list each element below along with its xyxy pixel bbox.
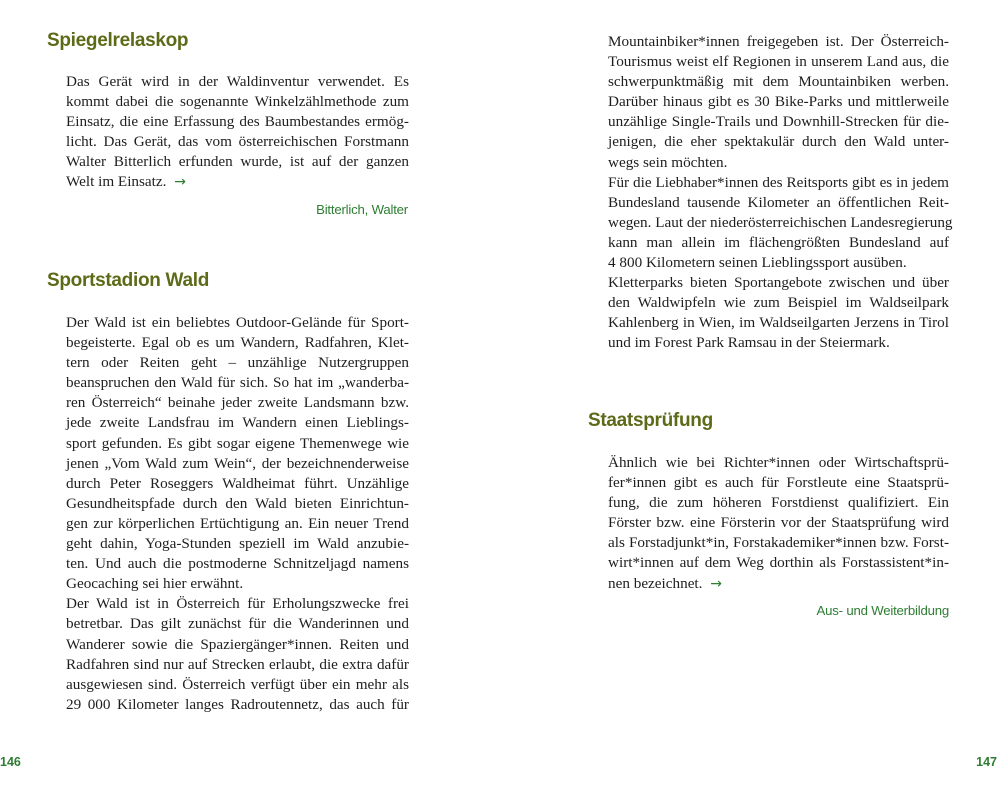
text-line: tern oder Reiten geht – unzählige Nutzergruppen [66,354,409,372]
arrow-right-icon[interactable]: → [710,575,722,592]
text-line: Geocaching sei hier erwähnt. [66,575,244,593]
text-line: licht. Das Gerät, das vom österreichischen Forstmann [66,133,409,151]
text-line: kommt dabei die sogenannte Winkelzählmethode zum [66,93,409,111]
text-line: jenigen, die eher spektakulär durch den Wald unter- [608,133,949,151]
text-line: Der Wald ist in Österreich für Erholungszwecke frei [66,595,409,613]
text-line: schwerpunktmäßig mit dem Mountainbiken werben. [608,73,949,91]
sportstadion-text [66,313,409,715]
text-line: Bundesland tausende Kilometer an öffentlichen Reit- [608,193,949,211]
text-line-with-arrow [608,574,949,594]
text-line: Für die Liebhaber*innen des Reitsports gibt es in jedem [608,173,949,191]
text-line: Der Wald ist ein beliebtes Outdoor-Gelände für Sport- [66,314,409,331]
text-line: fer*innen gibt es auch für Forstleute eine Staatsprü- [608,474,949,492]
page-number-right: 147 [976,755,997,769]
page-number-left: 146 [0,755,21,769]
text-line: sport gefunden. Es gibt sogar eigene Themenwege wie [66,434,409,452]
text-line: Kletterparks bieten Sportangebote zwischen und über [608,274,949,292]
text-line-with-arrow [66,172,409,192]
text-line: durch Peter Roseggers Waldheimat führt. Unzählige [66,474,409,492]
cross-reference-link[interactable]: Bitterlich, Walter [316,202,408,217]
text-line: fung, die zum höheren Forstdienst qualifiziert. Ein [608,494,949,512]
text-line: 4 800 Kilometern seinen Lieblingssport ausüben. [608,254,907,272]
text-line: Wanderer sowie die Spaziergänger*innen. Reiten und [66,635,409,653]
continuation-text [608,32,953,354]
text-line: ten. Und auch die postmoderne Schnitzeljagd namens [66,555,409,573]
right-page [500,0,1000,800]
text-line: betretbar. Das gilt zunächst für die Wanderinnen und [66,615,409,633]
text-line: gen zur körperlichen Ertüchtigung an. Ein neuer Trend [66,514,409,532]
text-line: beanspruchen den Wald für sich. So hat im „wanderba- [66,374,409,392]
text-line: kann man allein im flächengrößten Bundesland auf [608,233,949,251]
arrow-right-icon[interactable]: → [174,174,186,191]
text-line: Mountainbiker*innen freigegeben ist. Der Österreich- [608,33,949,50]
heading-sportstadion-wald: Sportstadion Wald [47,270,210,291]
spiegelrelaskop-text [66,72,409,193]
text-line: jenen „Vom Wald zum Wein“, der bezeichnenderweise [66,454,409,472]
text-line: Kahlenberg in Wien, im Waldseilgarten Jerzens in Tirol [608,314,949,332]
text-line: ren Österreich“ beinahe jeder zweite Landsmann bzw. [66,394,409,412]
text-line: begeisterte. Egal ob es um Wandern, Radfahren, Klet- [66,334,409,352]
text-line: und im Forest Park Ramsau in der Steiermark. [608,334,890,352]
text-line: Walter Bitterlich erfunden wurde, ist auf der ganzen [66,153,409,171]
text-line: wegen. Laut der niederösterreichischen Landesregierung [608,213,953,231]
text-line: den Waldwipfeln wie zum Beispiel im Waldseilpark [608,294,949,312]
text-line: wirt*innen auf dem Weg dorthin als Forstassistent*in- [608,554,949,572]
text-line: als Forstadjunkt*in, Forstakademiker*innen bzw. Forst- [608,534,949,552]
text-line: Einsatz, die eine Erfassung des Baumbestandes ermög- [66,113,409,131]
cross-reference-link[interactable]: Aus- und Weiterbildung [816,603,949,618]
text-line: Ähnlich wie bei Richter*innen oder Wirtschaftsprü- [608,454,949,471]
text-line: Förster bzw. eine Försterin vor der Staatsprüfung wird [608,514,949,532]
text-line: Darüber hinaus gibt es 30 Bike-Parks und mittlerweile [608,93,949,111]
heading-spiegelrelaskop: Spiegelrelaskop [47,30,189,51]
staatspruefung-text [608,453,949,594]
text-line: Gesundheitspfade durch den Wald bieten Einrichtun- [66,494,409,512]
text-line: nen bezeichnet. [608,574,703,592]
text-line: Das Gerät wird in der Waldinventur verwendet. Es [66,73,409,90]
text-line: ausgewiesen sind. Österreich verfügt über ein mehr als [66,675,409,693]
text-line: unzählige Single-Trails und Downhill-Strecken für die- [608,113,949,131]
text-line: wegs sein möchten. [608,153,728,171]
text-line: Radfahren sind nur auf Strecken erlaubt, die extra dafür [66,655,409,673]
text-line: 29 000 Kilometer langes Radroutennetz, das auch für [66,695,409,713]
text-line: Welt im Einsatz. [66,173,167,191]
heading-staatspruefung: Staatsprüfung [588,410,713,431]
text-line: Tourismus weist elf Regionen in unserem Land aus, die [608,53,949,71]
text-line: geht dahin, Yoga-Stunden speziell im Wald anzubie- [66,535,409,553]
text-line: jede zweite Landsfrau im Wandern einen Lieblings- [66,414,409,432]
